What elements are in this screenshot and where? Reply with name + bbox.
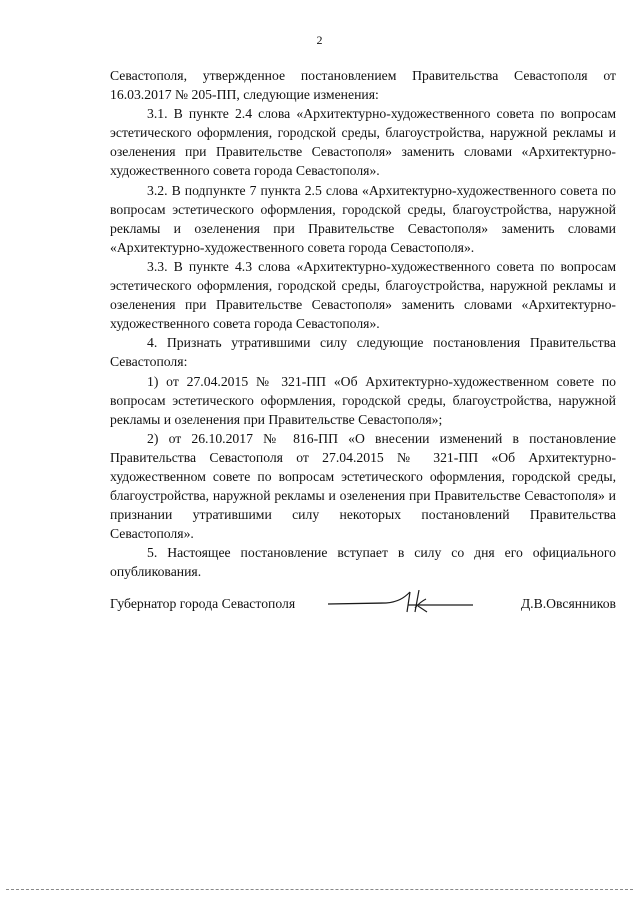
- paragraph-intro: Севастополя, утвержденное постановлением Правительства Севастополя от 16.03.2017 № 205-ПП, следующие изменения:: [110, 68, 616, 103]
- paragraph-4: 4. Признать утратившими силу следующие постановления Правительства Севастополя:: [110, 335, 616, 370]
- signature-block: [110, 590, 616, 622]
- paragraph-3-2: 3.2. В подпункте 7 пункта 2.5 слова «Архитектурно-художественного совета по вопросам эстетического оформления, городской среды, благоустройства, наружной рекламы и озеленения при Правительстве Севастополя» заменить словами «Архитектурно-художественного совета города Севастополя».: [110, 182, 616, 255]
- bottom-divider: [6, 889, 633, 890]
- page-number: 2: [316, 33, 323, 47]
- handwritten-signature: [328, 590, 473, 622]
- document-body: [110, 66, 616, 582]
- paragraph-5: 5. Настоящее постановление вступает в силу со дня его официального опубликования.: [110, 545, 616, 580]
- paragraph-3-1: 3.1. В пункте 2.4 слова «Архитектурно-художественного совета по вопросам эстетического оформления, городской среды, благоустройства, наружной рекламы и озеленения при Правительстве Севастополя» заменить словами «Архитектурно-художественного совета города Севастополя».: [110, 106, 616, 179]
- paragraph-4-2: 2) от 26.10.2017 № 816-ПП «О внесении изменений в постановление Правительства Севастополя от 27.04.2015 № 321-ПП «Об Архитектурно-художественном совете по вопросам эстетического оформления, городской среды, благоустройства, наружной рекламы и озеленения при Правительстве Севастополя» и признании утратившими силу некоторых постановлений Правительства Севастополя».: [110, 430, 616, 542]
- signatory-role: Губернатор города Севастополя: [110, 596, 296, 611]
- signatory-name: Д.В.Овсянников: [520, 596, 616, 611]
- paragraph-3-3: 3.3. В пункте 4.3 слова «Архитектурно-художественного совета по вопросам эстетического оформления, городской среды, благоустройства, наружной рекламы и озеленения при Правительстве Севастополя» заменить словами «Архитектурно-художественного совета города Севастополя».: [110, 258, 616, 332]
- paragraph-4-1: 1) от 27.04.2015 № 321-ПП «Об Архитектурно-художественном совете по вопросам эстетического оформления, городской среды, благоустройства, наружной рекламы и озеленения при Правительстве Севастополя»;: [110, 373, 616, 427]
